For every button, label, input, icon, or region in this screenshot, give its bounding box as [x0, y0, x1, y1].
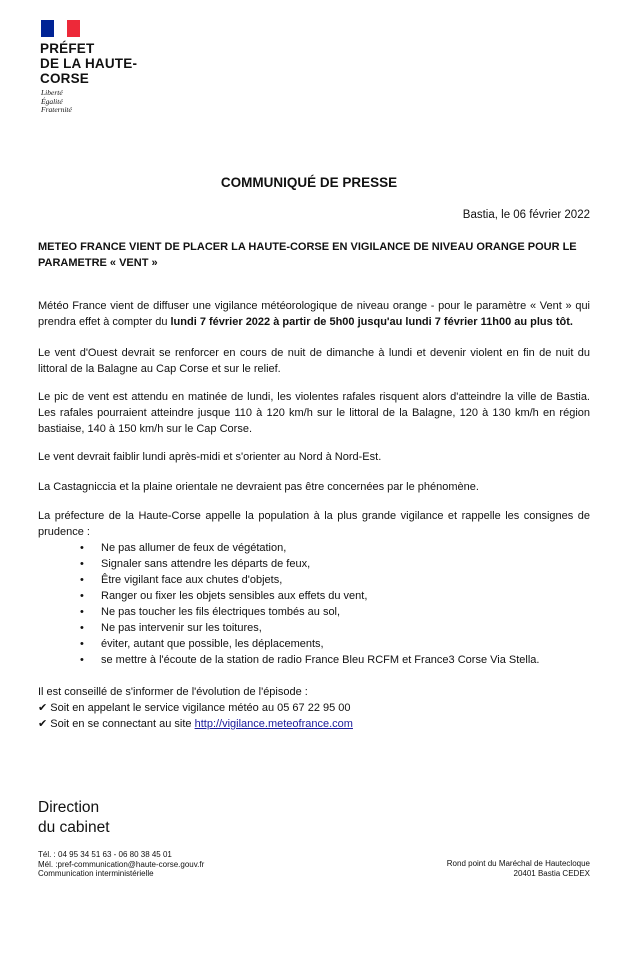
paragraph-areas: La Castagniccia et la plaine orientale ne devraient pas être concernées par le phénomène.: [38, 481, 479, 493]
footer-phone: Tél. : 04 95 34 51 63 - 06 80 38 45 01: [38, 850, 172, 859]
information-phone-line: ✔ Soit en appelant le service vigilance météo au 05 67 22 95 00: [38, 702, 351, 714]
paragraph-wind-direction: Le vent d'Ouest devrait se renforcer en cours de nuit de dimanche à lundi et devenir violent en fin de nuit du littoral de la Balagne au Cap Corse et sur le relief.: [38, 347, 590, 375]
motto-line: Fraternité: [41, 105, 72, 115]
list-item: • Ranger ou fixer les objets sensibles aux effets du vent,: [80, 588, 539, 604]
information-intro: Il est conseillé de s'informer de l'évolution de l'épisode :: [38, 686, 308, 698]
document-title: COMMUNIQUÉ DE PRESSE: [220, 175, 398, 190]
paragraph-prefecture-call: La préfecture de la Haute-Corse appelle la population à la plus grande vigilance et rappelle les consignes de prudence :: [38, 510, 590, 538]
french-flag-logo: [41, 20, 80, 37]
paragraph-intro-bold: lundi 7 février 2022 à partir de 5h00 jusqu'au lundi 7 février 11h00 au plus tôt.: [170, 316, 573, 328]
list-item: • Être vigilant face aux chutes d'objets,: [80, 572, 539, 588]
safety-instructions-list: [80, 540, 539, 668]
footer-email: Mél. :pref-communication@haute-corse.gouv.fr: [38, 859, 205, 869]
prefect-line: CORSE: [40, 71, 90, 86]
motto-line: Liberté: [41, 88, 63, 97]
flag-blue-stripe: [41, 20, 54, 37]
vigilance-website-link[interactable]: http://vigilance.meteofrance.com: [194, 718, 353, 730]
footer-address-line: Rond point du Maréchal de Hautecloque: [446, 859, 590, 868]
paragraph-wind-peak: Le pic de vent est attendu en matinée de lundi, les violentes rafales risquent alors d'atteindre la ville de Bastia. Les rafales pourraient atteindre jusque 110 à 120 km/h sur le littoral de la Balagne, 120 à 130 km/h en région bastiaise, 140 à 150 km/h sur le Cap Corse.: [38, 391, 590, 435]
republic-motto: [41, 89, 72, 115]
list-item: • Signaler sans attendre les départs de feux,: [80, 556, 539, 572]
direction-du-cabinet: [38, 798, 110, 838]
prefect-name: [40, 41, 137, 86]
direction-line: du cabinet: [38, 819, 110, 836]
prefect-line: DE LA HAUTE-: [40, 56, 138, 71]
list-item: • Ne pas toucher les fils électriques tombés au sol,: [80, 604, 539, 620]
footer-service: Communication interministérielle: [38, 869, 154, 878]
footer-address-line: 20401 Bastia CEDEX: [513, 868, 590, 878]
motto-line: Égalité: [41, 96, 63, 106]
information-website-prefix: ✔ Soit en se connectant au site: [38, 718, 195, 730]
footer-contact: [38, 850, 204, 879]
list-item: • Ne pas intervenir sur les toitures,: [80, 620, 539, 636]
flag-white-stripe: [54, 20, 67, 37]
list-item: • se mettre à l'écoute de la station de radio France Bleu RCFM et France3 Corse Via Stella.: [80, 652, 539, 668]
footer-address: [447, 859, 590, 878]
prefect-line: PRÉFET: [40, 41, 95, 56]
paragraph-wind-weaken: Le vent devrait faiblir lundi après-midi et s'orienter au Nord à Nord-Est.: [38, 451, 382, 463]
list-item: • Ne pas allumer de feux de végétation,: [80, 540, 539, 556]
headline: METEO FRANCE VIENT DE PLACER LA HAUTE-CORSE EN VIGILANCE DE NIVEAU ORANGE POUR LE PARAMETRE « VENT »: [38, 241, 577, 269]
direction-line: Direction: [38, 799, 100, 816]
flag-red-stripe: [67, 20, 80, 37]
paragraph-intro: [38, 298, 590, 330]
information-section: [38, 684, 353, 732]
document-date: Bastia, le 06 février 2022: [462, 209, 590, 221]
paragraph-intro-text: Météo France vient de diffuser une vigilance météorologique de niveau orange - pour le paramètre « Vent » qui prendra effet à compter du: [38, 300, 590, 328]
information-website-line: [38, 716, 353, 732]
list-item: • éviter, autant que possible, les déplacements,: [80, 636, 539, 652]
